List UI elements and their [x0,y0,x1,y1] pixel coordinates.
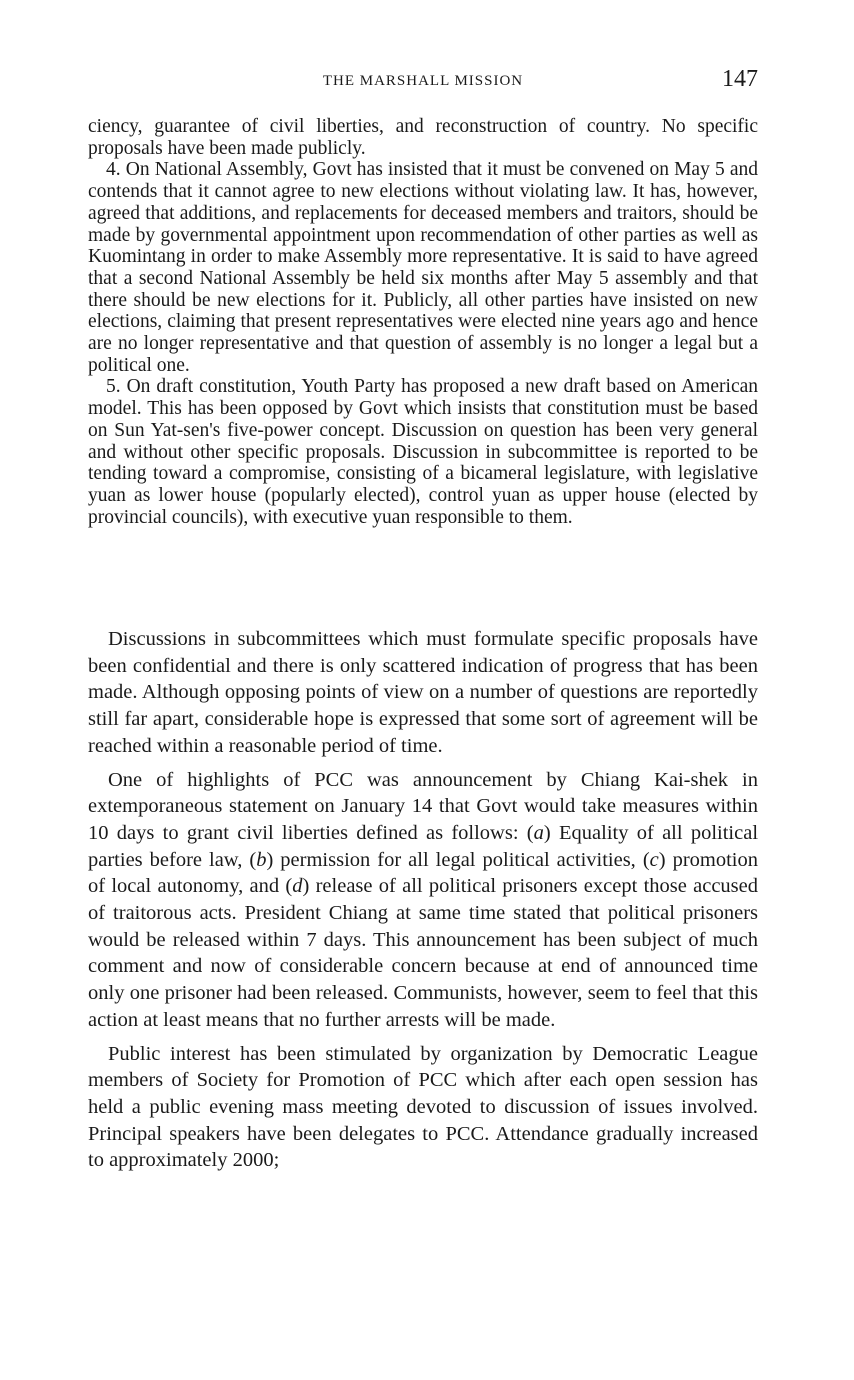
quote-item-5: 5. On draft constitution, Youth Party has proposed a new draft based on American model. This has been opposed by Govt which insists that constitution must be based on Sun Yat-sen's five-power concept. Discussion on question has been very general and without other specific proposals. Discussion in subcommittee is reported to be tending toward a compromise, consisting of a bicameral legislature, with legislative yuan as lower house (popularly elected), control yuan as upper house (elected by provincial councils), with executive yuan responsible to them. [88,376,758,528]
list-letter: c [649,848,659,871]
page-number: 147 [722,66,758,92]
quote-item-4: 4. On National Assembly, Govt has insisted that it must be convened on May 5 and contends that it cannot agree to new elections without violating law. It has, however, agreed that additions, and replacements for deceased members and traitors, should be made by governmental appointment upon recommendation of other parties as well as Kuomintang in order to make Assembly more representative. It is said to have agreed that a second National Assembly be held six months after May 5 assembly and that there should be new elections for it. Publicly, all other parties have insisted on new elections, claiming that present representatives were elected nine years ago and hence are no longer representative and that question of assembly is no longer a legal but a political one. [88,159,758,376]
page-header [88,64,758,100]
list-letter: a [533,821,544,844]
paragraph-2-intro: One of highlights of PCC was announcement by Chiang Kai-shek in extemporaneous statement on January 14 that Govt would take measures within 10 days to grant civil liberties defined as follows: [88,768,758,844]
quote-continuation: ciency, guarantee of civil liberties, and reconstruction of country. No specific proposals have been made publicly. [88,116,758,159]
quoted-telegram [88,116,758,528]
list-letter: b [256,848,267,871]
paragraph-2-rest: President Chiang at same time stated that political prisoners would be released within 7 days. This announcement has been subject of much comment and now of considerable concern because at end of announced time only one prisoner had been released. Communists, however, seem to feel that this action at least means that no further arrests will be made. [88,902,759,1031]
list-item-text: release of all political prisoners except those accused of traitorous acts. [88,875,758,925]
body-paragraph-1: Discussions in subcommittees which must formulate specific proposals have been confidential and there is only scattered indication of progress that has been made. Although opposing points of view on a number of questions are reportedly still far apart, considerable hope is expressed that some sort of agreement will be reached within a reasonable period of time. [88,628,758,757]
list-item-text: promotion of local autonomy, and [88,848,758,898]
list-letter: d [292,875,303,898]
list-item-text: permission for all legal political activities, [280,848,636,871]
body-paragraph-3: Public interest has been stimulated by organization by Democratic League members of Society for Promotion of PCC which after each open session has held a public evening mass meeting devoted to discussion of issues involved. Principal speakers have been delegates to PCC. Attendance gradually increased to approximately 2000; [88,1042,758,1172]
body-text [88,626,758,1181]
running-head: THE MARSHALL MISSION [322,73,524,89]
list-item-text: Equality of all political parties before law, [88,821,759,871]
body-paragraph-2: One of highlights of PCC was announcement by Chiang Kai-shek in extemporaneous statement on January 14 that Govt would take measures within 10 days to grant civil liberties defined as follows: (a) Equality of all political parties before law, (b) permission for all legal political activities, (c) promotion of local autonomy, and (d) release of all political prisoners except those accused of traitorous acts. President Chiang at same time stated that political prisoners would be released within 7 days. This announcement has been subject of much comment and now of considerable concern because at end of announced time only one prisoner had been released. Communists, however, seem to feel that this action at least means that no further arrests will be made. [88,768,759,1031]
